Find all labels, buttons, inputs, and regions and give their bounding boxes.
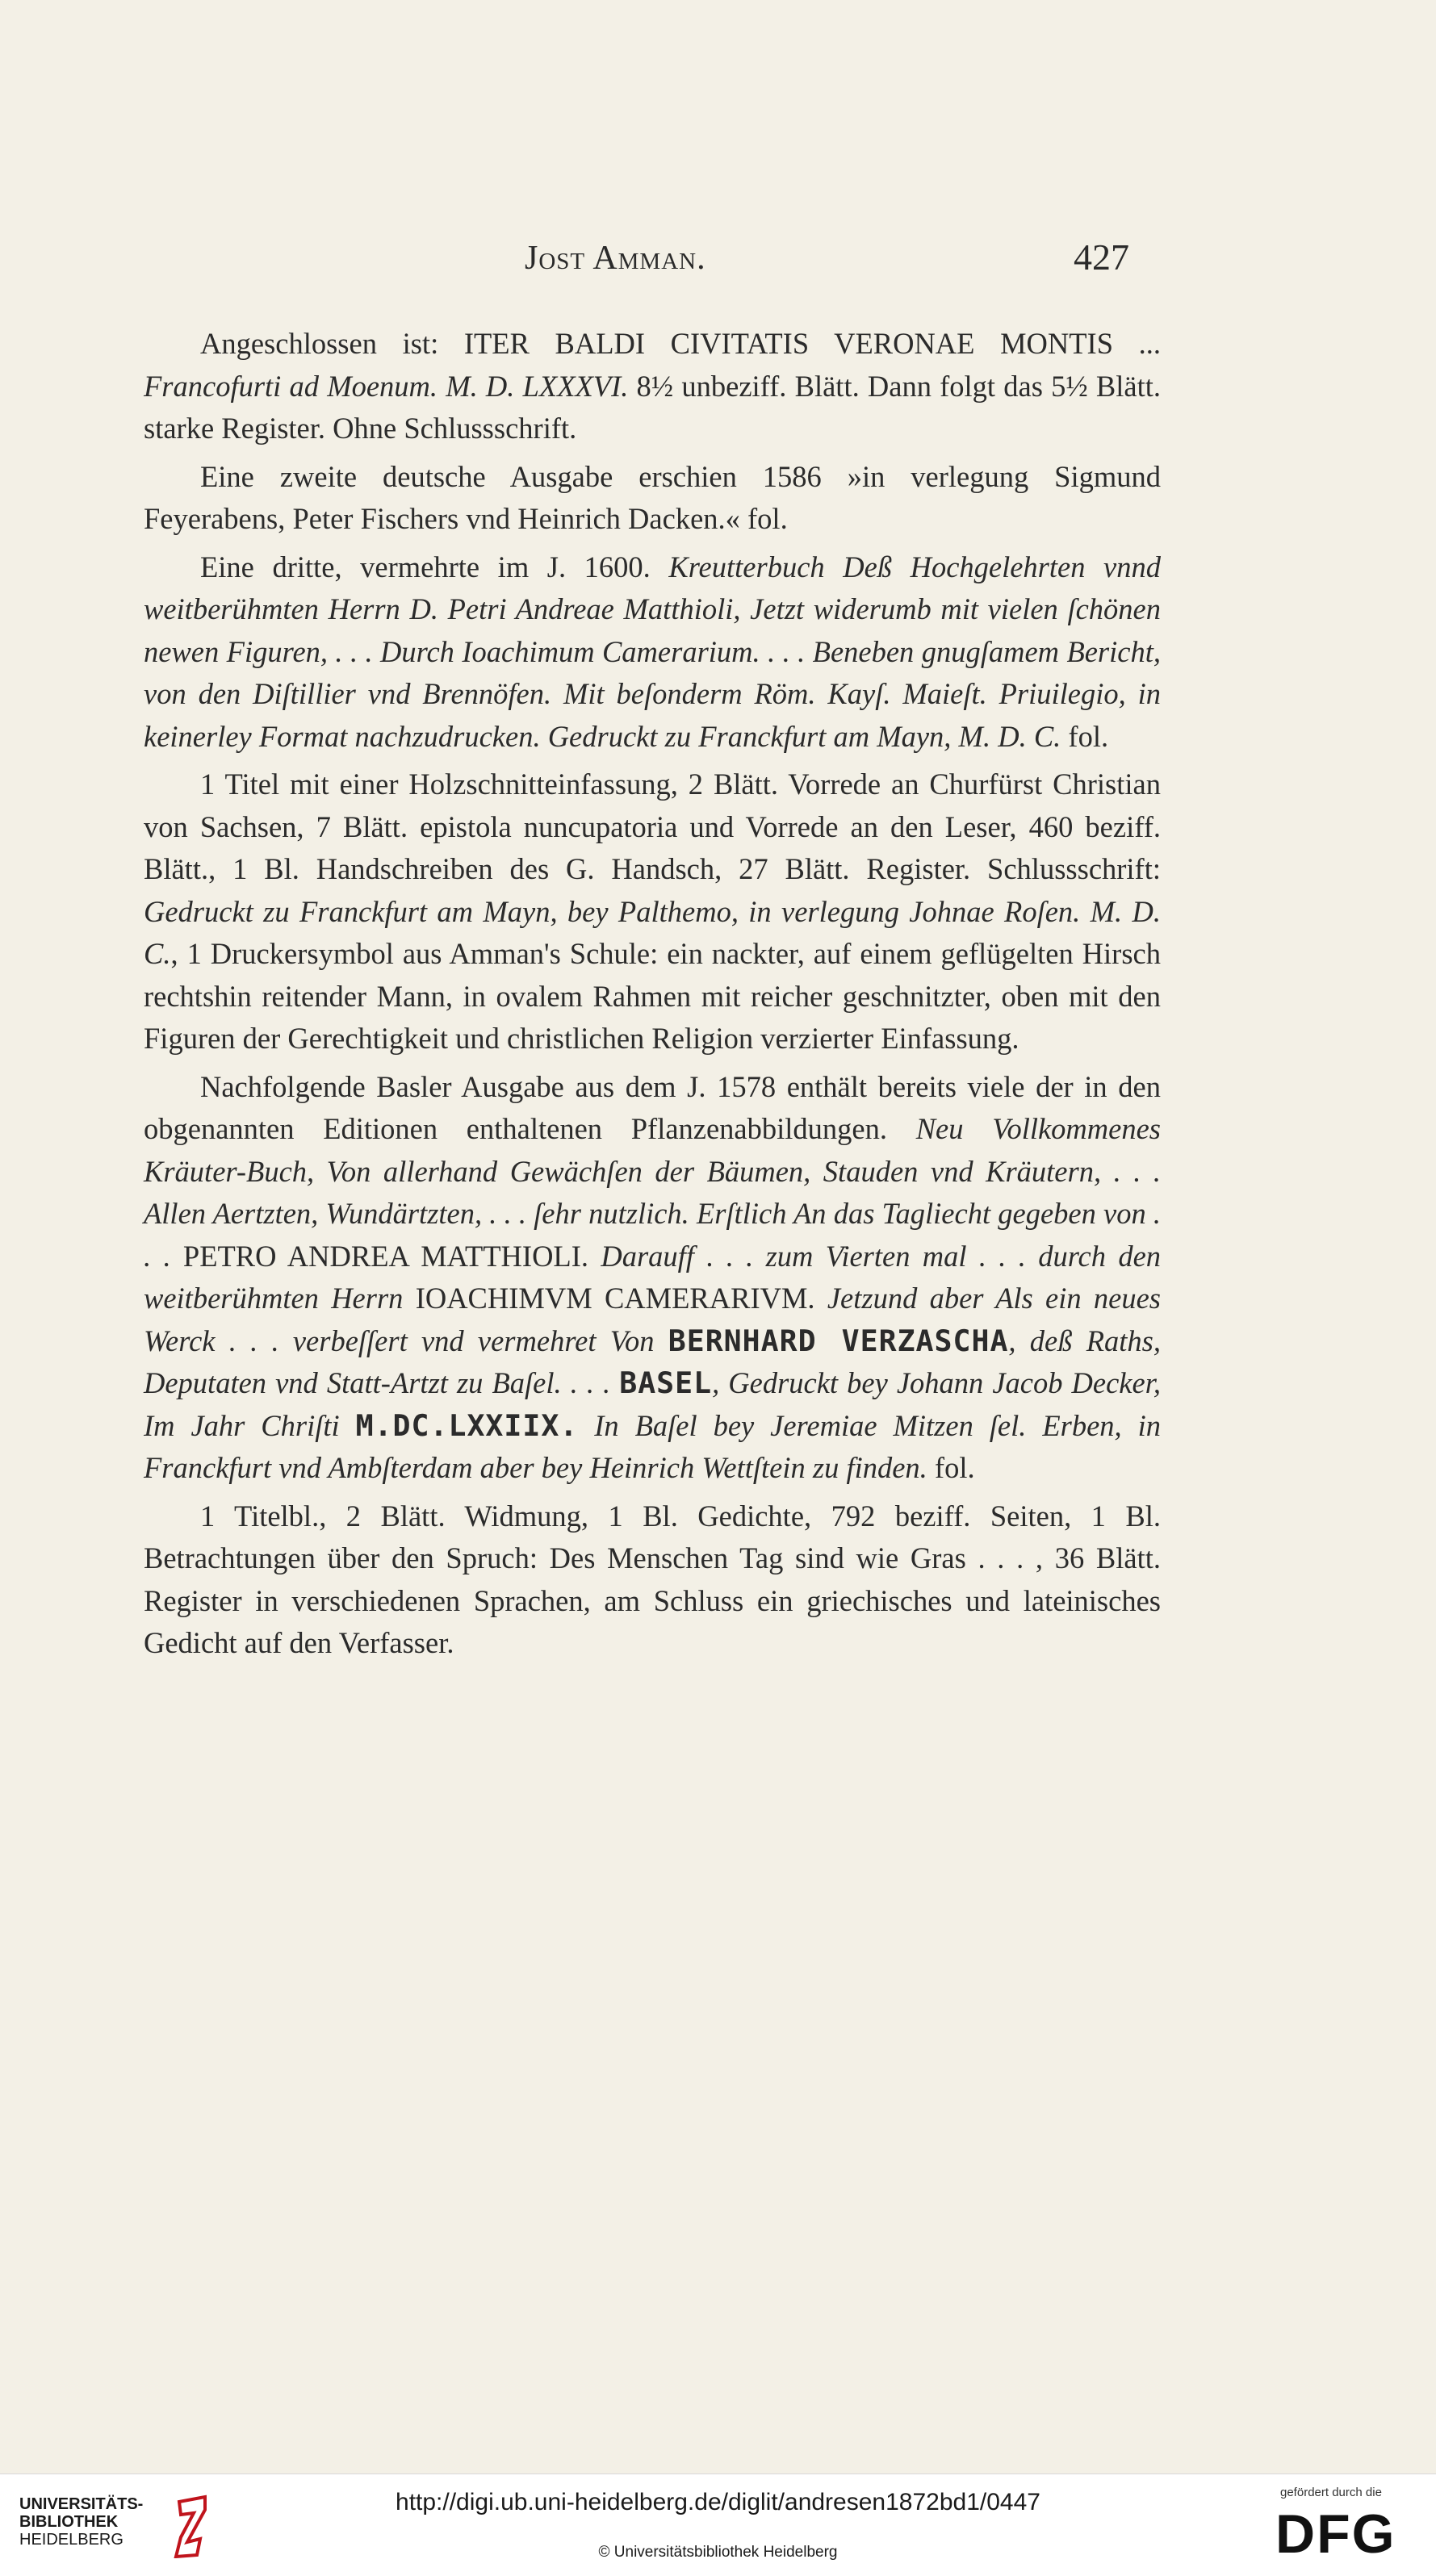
text-run: fol. xyxy=(927,1451,975,1484)
text-run: 1 Titel mit einer Holzschnitteinfassung, 2 Blätt. Vorrede an Churfürst Christian von Sachsen, 7 Blätt. epistola nuncupatoria und Vorrede an den Leser, 460 beziff. Blätt., 1 Bl. Handschreiben des G. Handsch, 27 Blätt. Register. Schlussschrift: xyxy=(144,767,1161,885)
text-run: Eine dritte, vermehrte im J. 1600. xyxy=(200,550,669,583)
text-run: 1 Titelbl., 2 Blätt. Widmung, 1 Bl. Gedichte, 792 beziff. Seiten, 1 Bl. Betrachtungen über den Spruch: Des Menschen Tag sind wie Gras . . . , 36 Blätt. Register in verschiedenen Sprachen, am Schluss ein griechisches und lateinisches Gedicht auf den Verfasser. xyxy=(144,1499,1161,1659)
paragraph xyxy=(144,1495,1161,1665)
page-number: 427 xyxy=(1074,236,1129,278)
paragraph xyxy=(144,456,1161,541)
text-run: IOACHIMVM CAMERARIVM. xyxy=(415,1282,815,1315)
paragraph xyxy=(144,763,1161,1060)
text-run: Neu Vollkommenes Kräuter-Buch, Von allerhand Gewächſen der Bäumen, Stauden vnd Kräutern, . . . Allen Aertzten, Wundärtzten, . . . ſehr nutzlich. Erſtlich An das Tagliecht gegeben von . . . xyxy=(144,1112,1162,1273)
running-header-title: Jost Amman. xyxy=(525,240,706,277)
text-run: Kreutterbuch Deß Hochgelehrten vnnd weitberühmten Herrn D. Petri Andreae Matthioli, Jetzt widerumb mit vielen ſchönen newen Figuren, . . . Durch Ioachimum Camerarium. . . . Beneben gnugſamem Bericht, von den Diſtillier vnd Brennöfen. Mit beſonderm Röm. Kayſ. Maieſt. Priuilegio, in keinerley Format nachzudrucken. Gedruckt zu Franckfurt am Mayn, M. D. C. xyxy=(144,550,1161,753)
footer-bar xyxy=(0,2474,1436,2576)
text-run: Eine zweite deutsche Ausgabe erschien 1586 »in verlegung Sigmund Feyerabens, Peter Fischers vnd Heinrich Dacken.« fol. xyxy=(144,459,1161,535)
funding-note: gefördert durch die xyxy=(1280,2486,1382,2499)
body-text xyxy=(144,323,1161,1671)
text-run: M.DC.LXXIIX. xyxy=(355,1407,579,1443)
text-run: BERNHARD VERZASCHA xyxy=(668,1323,1009,1358)
paragraph xyxy=(144,546,1161,759)
library-name: UNIVERSITÄTS- BIBLIOTHEK HEIDELBERG xyxy=(19,2495,144,2549)
text-run: Darauff . . . zum Vierten mal . . . durch den weitberühmten Herrn xyxy=(144,1239,1162,1315)
text-run: fol. xyxy=(1061,719,1109,753)
text-run: Francofurti ad Moenum. M. D. LXXXVI. xyxy=(144,369,629,403)
text-run: BASEL xyxy=(619,1365,713,1400)
text-run: Gedruckt zu Franckfurt am Mayn, bey Palthemo, in verlegung Johnae Roſen. M. D. C. xyxy=(144,894,1161,970)
text-run: , Gedruckt bey Johann Jacob Decker, Im Jahr Chriſti xyxy=(144,1366,1161,1442)
text-run: 8½ unbeziff. Blätt. Dann folgt das 5½ Blätt. starke Register. Ohne Schlussschrift. xyxy=(144,369,1162,445)
text-run: , 1 Druckersymbol aus Amman's Schule: ein nackter, auf einem geflügelten Hirsch rechtshin reitender Mann, in ovalem Rahmen mit reicher geschnitzter, oben mit den Figuren der Gerechtigkeit und christlichen Religion verzierter Einfassung. xyxy=(144,937,1161,1055)
text-run: In Baſel bey Jeremiae Mitzen ſel. Erben, in Franckfurt vnd Ambſterdam aber bey Heinrich Wettſtein zu finden. xyxy=(144,1408,1161,1484)
text-run: Jetzund aber Als ein neues Werck . . . verbeſſert vnd vermehret Von xyxy=(144,1282,1161,1357)
text-run: , deß Raths, Deputaten vnd Statt-Artzt zu Baſel. . . . xyxy=(144,1324,1161,1399)
text-run: Angeschlossen ist: ITER BALDI CIVITATIS VERONAE MONTIS ... xyxy=(200,327,1161,360)
paragraph xyxy=(144,1066,1161,1490)
text-run: Nachfolgende Basler Ausgabe aus dem J. 1578 enthält bereits viele der in den obgenannten Editionen enthaltenen Pflanzenabbildungen. xyxy=(144,1069,1161,1145)
source-url-link[interactable]: http://digi.ub.uni-heidelberg.de/diglit/andresen1872bd1/0447 xyxy=(396,2489,1040,2515)
dfg-logo[interactable]: DFG xyxy=(1275,2503,1396,2565)
paragraph xyxy=(144,323,1161,450)
text-run: PETRO ANDREA MATTHIOLI. xyxy=(182,1239,589,1273)
copyright-notice: © Universitätsbibliothek Heidelberg xyxy=(598,2544,838,2561)
